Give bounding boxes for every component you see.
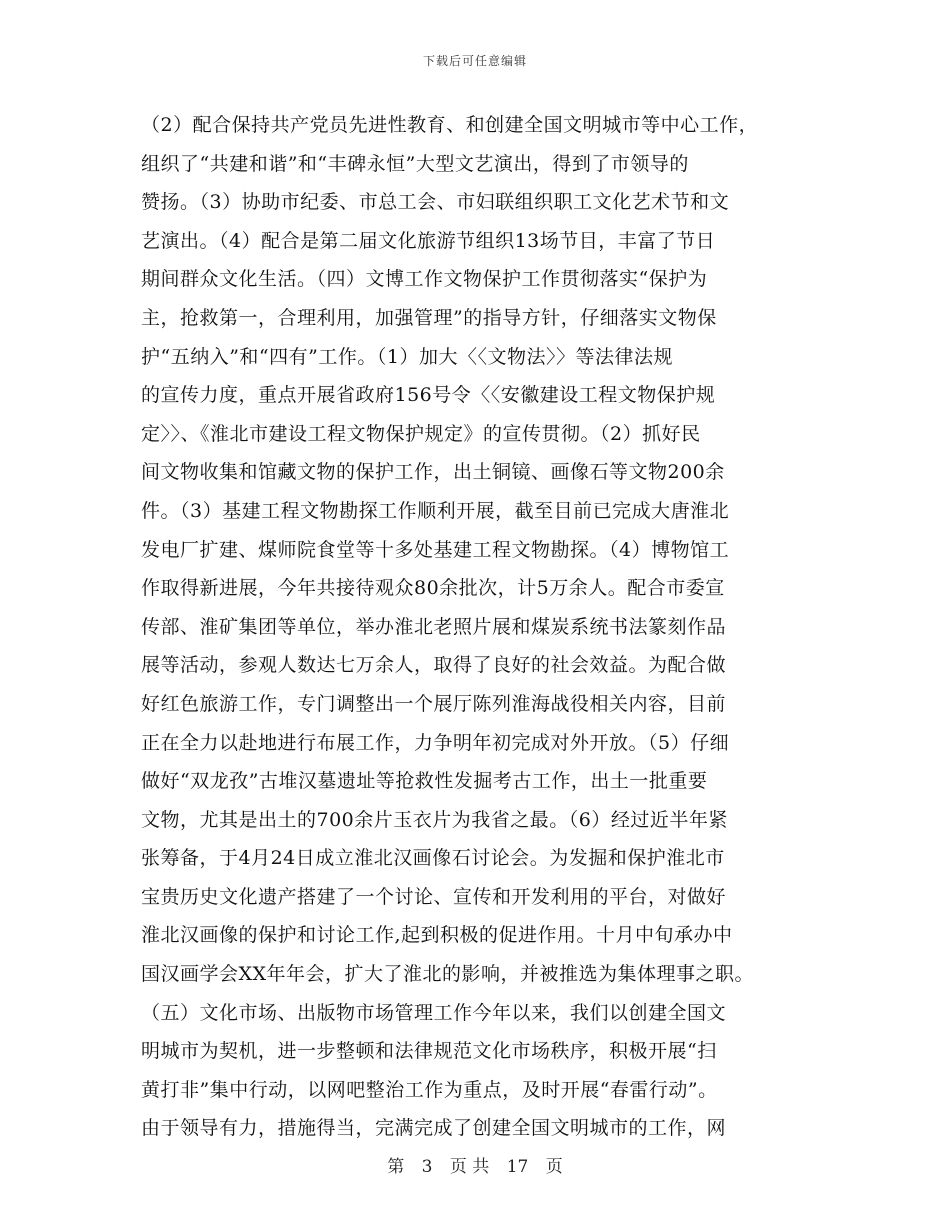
text-line: （2）配合保持共产党员先进性教育、和创建全国文明城市等中心工作， <box>141 114 759 136</box>
text-line: 发电厂扩建、煤师院食堂等十多处基建工程文物勘探。（4）博物馆工 <box>141 538 730 561</box>
text-line: 明城市为契机，进一步整顿和法律规范文化市场秩序，积极开展“扫 <box>141 1040 717 1063</box>
text-line: 正在全力以赴地进行布展工作，力争明年初完成对外开放。（5）仔细 <box>141 731 730 754</box>
total-pages-number: 17 <box>506 1157 529 1177</box>
text-line: 作取得新进展，今年共接待观众80余批次，计5万余人。配合市委宣 <box>141 577 725 600</box>
page-footer <box>0 1152 950 1177</box>
footer-prefix: 第 <box>387 1157 405 1177</box>
text-line: 传部、淮矿集团等单位，举办淮北老照片展和煤炭系统书法篆刻作品 <box>141 615 727 638</box>
text-line: 黄打非”集中行动，以网吧整治工作为重点，及时开展“春雷行动”。 <box>141 1078 718 1101</box>
text-line: 国汉画学会XX年年会，扩大了淮北的影响，并被推选为集体理事之职。 <box>141 963 755 986</box>
text-line: 赞扬。（3）协助市纪委、市总工会、市妇联组织职工文化艺术节和文 <box>141 191 730 214</box>
text-line: 好红色旅游工作，专门调整出一个展厅陈列淮海战役相关内容，目前 <box>141 692 727 715</box>
text-line: 定〉〉、《淮北市建设工程文物保护规定》的宣传贯彻。（2）抓好民 <box>141 422 701 445</box>
text-line: 主，抢救第一，合理利用，加强管理”的指导方针，仔细落实文物保 <box>141 306 717 329</box>
page-header: 下载后可任意编辑 <box>422 54 527 68</box>
text-line: 件。（3）基建工程文物勘探工作顺利开展，截至目前已完成大唐淮北 <box>141 499 730 522</box>
document-body <box>141 106 821 1148</box>
text-line: （五）文化市场、出版物市场管理工作今年以来，我们以创建全国文 <box>141 1001 727 1024</box>
text-line: 张筹备，于4月24日成立淮北汉画像石讨论会。为发掘和保护淮北市 <box>141 847 725 870</box>
text-line: 宝贵历史文化遗产搭建了一个讨论、宣传和开发利用的平台，对做好 <box>141 885 727 908</box>
text-line: 期间群众文化生活。（四）文博工作文物保护工作贯彻落实“保护为 <box>141 268 708 291</box>
text-line: 组织了“共建和谐”和“丰碑永恒”大型文艺演出，得到了市领导的 <box>141 152 689 175</box>
text-line: 由于领导有力，措施得当，完满完成了创建全国文明城市的工作，网 <box>141 1117 727 1140</box>
text-line: 间文物收集和馆藏文物的保护工作，出土铜镜、画像石等文物200余 <box>141 461 725 484</box>
current-page-number: 3 <box>421 1157 433 1177</box>
text-line: 文物，尤其是出土的700余片玉衣片为我省之最。（6）经过近半年紧 <box>141 808 728 831</box>
text-line: 艺演出。（4）配合是第二届文化旅游节组织13场节目，丰富了节日 <box>141 229 716 252</box>
text-line: 展等活动，参观人数达七万余人，取得了良好的社会效益。为配合做 <box>141 654 727 677</box>
text-line: 的宣传力度，重点开展省政府156号令〈〈安徽建设工程文物保护规 <box>141 384 716 407</box>
text-line: 护“五纳入”和“四有”工作。（1）加大〈〈文物法〉〉等法律法规 <box>141 345 673 368</box>
footer-middle: 页 共 <box>449 1157 490 1177</box>
text-line: 做好“双龙孜”古堆汉墓遗址等抢救性发掘考古工作，出土一批重要 <box>141 770 708 793</box>
footer-suffix: 页 <box>545 1157 563 1177</box>
text-line: 淮北汉画像的保护和讨论工作,起到积极的促进作用。十月中旬承办中 <box>141 924 733 947</box>
